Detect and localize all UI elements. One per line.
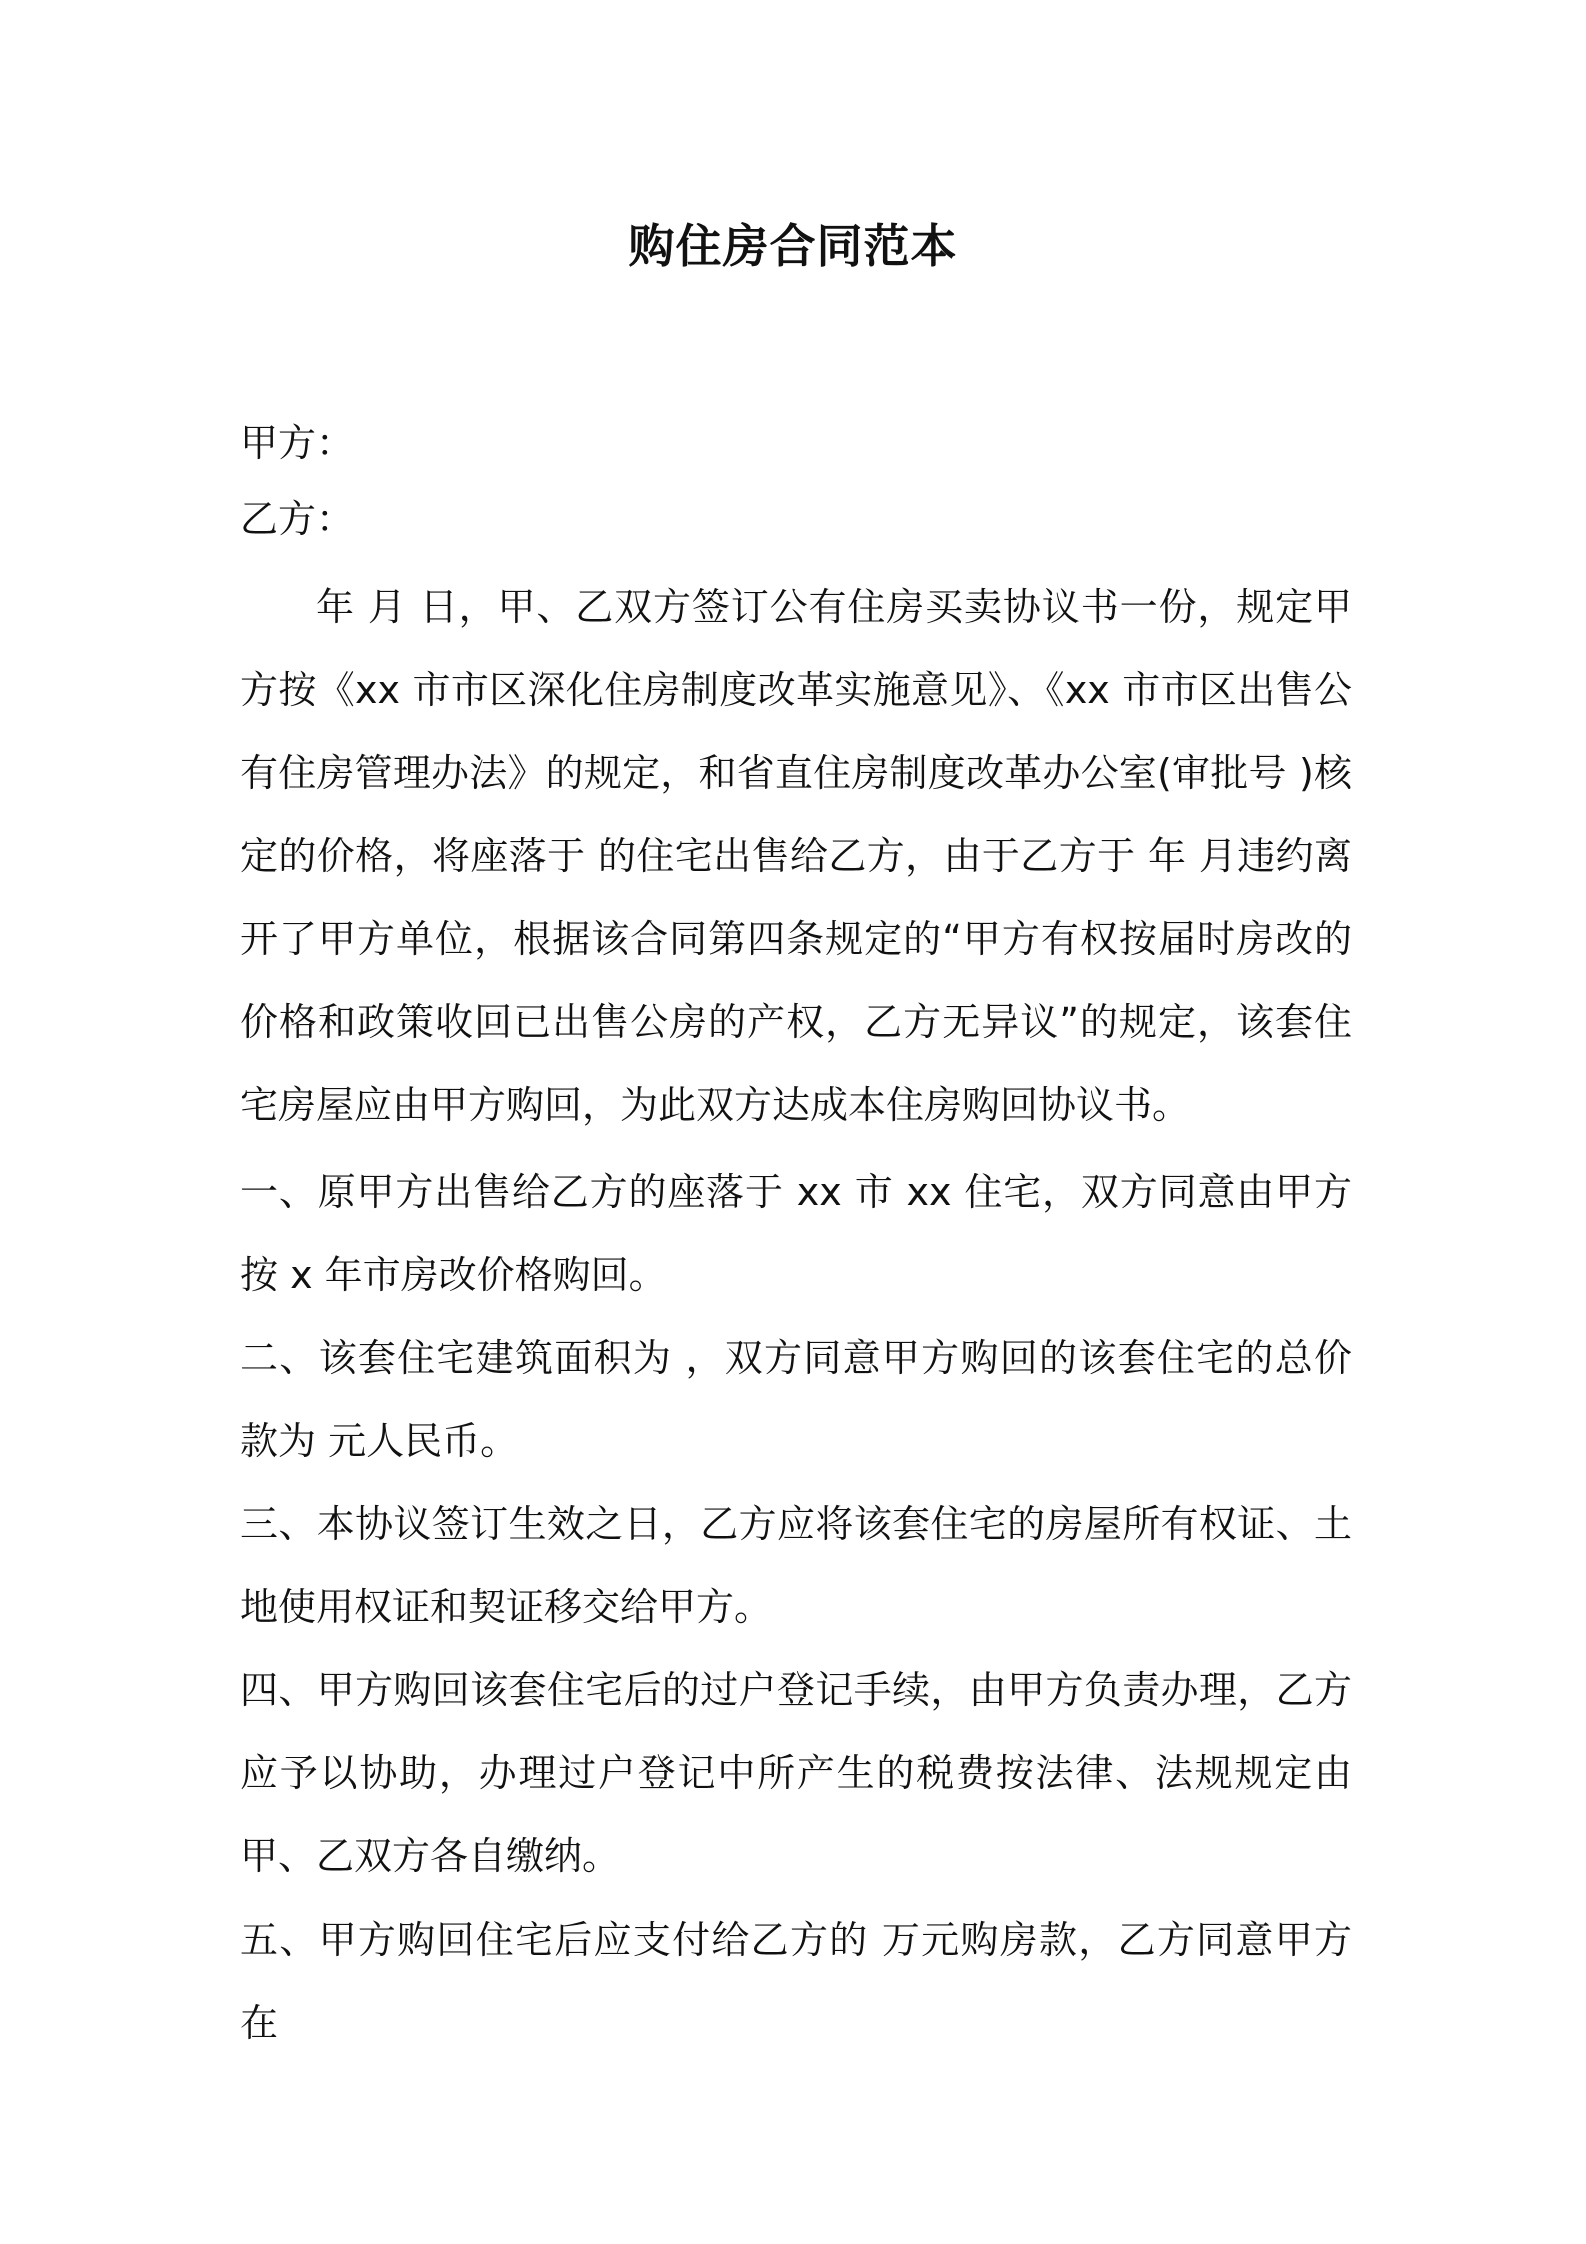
clause-2: 二、该套住宅建筑面积为 ，双方同意甲方购回的该套住宅的总价款为 元人民币。 bbox=[240, 1336, 1352, 1463]
document-title: 购住房合同范本 bbox=[628, 219, 958, 273]
clause-3: 三、本协议签订生效之日，乙方应将该套住宅的房屋所有权证、土地使用权证和契证移交给甲方。 bbox=[240, 1502, 1352, 1629]
clause-1: 一、原甲方出售给乙方的座落于 xx 市 xx 住宅，双方同意由甲方按 x 年市房改价格购回。 bbox=[240, 1170, 1352, 1297]
intro-paragraph: 年 月 日，甲、乙双方签订公有住房买卖协议书一份，规定甲方按《xx 市市区深化住房制度改革实施意见》、《xx 市市区出售公有住房管理办法》的规定，和省直住房制度改革办公室(审批号 )核定的价格，将座落于 的住宅出售给乙方，由于乙方于 年 月违约离开了甲方单位，根据该合同第四条规定的“甲方有权按届时房改的价格和政策收回已出售公房的产权，乙方无异议”的规定，该套住宅房屋应由甲方购回，为此双方达成本住房购回协议书。 bbox=[240, 585, 1352, 1127]
clause-5: 五、甲方购回住宅后应支付给乙方的 万元购房款，乙方同意甲方在 bbox=[240, 1918, 1352, 2045]
party-b-label: 乙方： bbox=[240, 497, 355, 541]
party-a-label: 甲方： bbox=[240, 421, 355, 465]
clause-4: 四、甲方购回该套住宅后的过户登记手续，由甲方负责办理，乙方应予以协助，办理过户登记中所产生的税费按法律、法规规定由甲、乙双方各自缴纳。 bbox=[240, 1668, 1352, 1878]
